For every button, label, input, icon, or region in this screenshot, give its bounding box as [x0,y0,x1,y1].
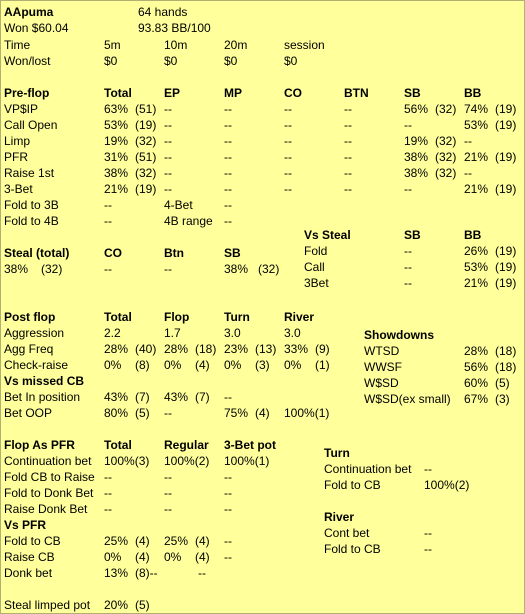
showdown-value: 56% [464,360,489,374]
check-raise-flop: 0% [164,358,182,372]
preflop-btn: -- [344,102,352,116]
preflop-total: 21% [104,182,129,196]
won-amount: Won $60.04 [4,21,69,35]
agg-freq-total: 28% [104,342,129,356]
vs-steal-row-label: Fold [304,244,328,258]
turn-cbet-value: -- [424,462,432,476]
preflop-title: Pre-flop [4,86,50,100]
preflop-btn: -- [344,150,352,164]
preflop-sb: 38% [404,150,429,164]
bet-ip-total: 43% [104,390,129,404]
flop-as-pfr-title: Flop As PFR [4,438,75,452]
aggression-flop: 1.7 [164,326,181,340]
preflop-bb: -- [464,134,472,148]
bet-oop-label: Bet OOP [4,406,53,420]
preflop-mp: -- [224,134,232,148]
vs-steal-sb: -- [404,260,412,274]
aggression-turn: 3.0 [224,326,241,340]
postflop-title: Post flop [4,310,56,324]
donk-bet-3bet: -- [198,566,206,580]
raise-donk-total: -- [104,502,112,516]
turn-cbet-label: Continuation bet [324,462,412,476]
preflop-sb-n: (32) [435,134,457,148]
preflop-co: -- [284,166,292,180]
preflop-sb-n: (32) [435,150,457,164]
bet-ip-total-n: (7) [135,390,150,404]
vs-steal-bb: 53% [464,260,489,274]
steal-co-value: -- [104,262,112,276]
preflop-bb: 21% [464,182,489,196]
check-raise-flop-n: (4) [195,358,210,372]
preflop-row-label: PFR [4,150,28,164]
agg-freq-turn-n: (13) [255,342,277,356]
bet-in-position-label: Bet In position [4,390,81,404]
raise-cb-label: Raise CB [4,550,55,564]
check-raise-label: Check-raise [4,358,69,372]
fold-to-cb-total-n: (4) [135,534,150,548]
four-bet-range-value: -- [224,214,232,228]
preflop-total: 53% [104,118,129,132]
raise-donk-3bet: -- [224,502,232,516]
preflop-total-n: (51) [135,150,157,164]
time-col-10m: 10m [164,38,188,52]
preflop-sb-n: (32) [435,102,457,116]
preflop-mp: -- [224,118,232,132]
time-col-session: session [284,38,325,52]
preflop-total: 38% [104,166,129,180]
showdowns-title: Showdowns [364,328,434,342]
showdown-n: (5) [495,376,510,390]
fold-donk-label: Fold to Donk Bet [4,486,94,500]
vs-steal-bb: 26% [464,244,489,258]
river-fold-cb-value: -- [424,542,432,556]
vs-steal-col-sb: SB [404,228,421,242]
preflop-ep: -- [164,182,172,196]
preflop-sb: -- [404,118,412,132]
flop-pfr-col-3bet-pot: 3-Bet pot [224,438,276,452]
check-raise-turn: 0% [224,358,242,372]
cbet-3bet-pot: 100%(1) [224,454,270,468]
raise-cb-regular-n: (4) [195,550,210,564]
fold-donk-total: -- [104,486,112,500]
steal-col-sb: SB [224,246,241,260]
showdown-n: (18) [495,344,517,358]
preflop-sb-n: (32) [435,166,457,180]
preflop-btn: -- [344,118,352,132]
raise-donk-regular: -- [164,502,172,516]
preflop-total-n: (32) [135,166,157,180]
raise-cb-total: 0% [104,550,122,564]
donk-bet-total-n: (8)-- [135,566,158,580]
preflop-bb: 74% [464,102,489,116]
agg-freq-turn: 23% [224,342,249,356]
preflop-co: -- [284,118,292,132]
preflop-bb-n: (19) [495,150,517,164]
wonlost-label: Won/lost [4,54,51,68]
steal-total-value: 38% [4,262,29,276]
bet-oop-river: 100%(1) [284,406,330,420]
raise-cb-3bet: -- [224,550,232,564]
agg-freq-river: 33% [284,342,309,356]
vs-missed-cb-title: Vs missed CB [4,374,85,388]
vs-steal-col-bb: BB [464,228,482,242]
vs-pfr-title: Vs PFR [4,518,47,532]
preflop-total: 19% [104,134,129,148]
postflop-col-turn: Turn [224,310,250,324]
donk-bet-label: Donk bet [4,566,53,580]
showdown-label: W$SD [364,376,399,390]
turn-fold-cb-label: Fold to CB [324,478,381,492]
check-raise-river-n: (1) [315,358,330,372]
vs-steal-bb-n: (19) [495,244,517,258]
preflop-row-label: VP$IP [4,102,39,116]
preflop-bb-n: (19) [495,182,517,196]
steal-total-n: (32) [41,262,63,276]
preflop-ep: -- [164,102,172,116]
bet-oop-total: 80% [104,406,129,420]
bet-ip-flop-n: (7) [195,390,210,404]
fold-cb-raise-3bet: -- [224,470,232,484]
vs-steal-bb-n: (19) [495,276,517,290]
preflop-bb: 53% [464,118,489,132]
preflop-col-sb: SB [404,86,421,100]
steal-limped-pot-n: (5) [135,598,150,612]
check-raise-total-n: (8) [135,358,150,372]
steal-col-co: CO [104,246,122,260]
fold-cb-raise-regular: -- [164,470,172,484]
bet-ip-flop: 43% [164,390,189,404]
steal-total-title: Steal (total) [4,246,70,260]
showdown-label: WTSD [364,344,400,358]
bet-ip-turn: -- [224,390,232,404]
check-raise-total: 0% [104,358,122,372]
fold-to-4b-label: Fold to 4B [4,214,59,228]
fold-to-4b-value: -- [104,214,112,228]
preflop-co: -- [284,150,292,164]
preflop-co: -- [284,102,292,116]
bet-oop-total-n: (5) [135,406,150,420]
preflop-total-n: (32) [135,134,157,148]
agg-freq-flop-n: (18) [195,342,217,356]
aggression-label: Aggression [4,326,65,340]
postflop-col-flop: Flop [164,310,190,324]
raise-cb-total-n: (4) [135,550,150,564]
turn-fold-cb-value: 100%(2) [424,478,470,492]
preflop-row-label: Raise 1st [4,166,55,180]
fold-to-cb-regular: 25% [164,534,189,548]
hands-count: 64 hands [138,5,188,19]
bet-oop-turn-n: (4) [255,406,270,420]
steal-btn-value: -- [164,262,172,276]
four-bet-range-label: 4B range [164,214,213,228]
preflop-row-label: Call Open [4,118,58,132]
cbet-total: 100%(3) [104,454,150,468]
showdown-value: 28% [464,344,489,358]
vs-steal-sb: -- [404,244,412,258]
fold-cb-raise-total: -- [104,470,112,484]
river-title: River [324,510,355,524]
cbet-label: Continuation bet [4,454,92,468]
preflop-sb: -- [404,182,412,196]
preflop-bb: 21% [464,150,489,164]
preflop-co: -- [284,134,292,148]
raise-cb-regular: 0% [164,550,182,564]
vs-steal-row-label: Call [304,260,325,274]
showdown-label: W$SD(ex small) [364,392,451,406]
fold-to-3b-label: Fold to 3B [4,198,59,212]
fold-to-cb-regular-n: (4) [195,534,210,548]
vs-steal-bb: 21% [464,276,489,290]
preflop-mp: -- [224,166,232,180]
wonlost-20m: $0 [224,54,238,68]
time-col-20m: 20m [224,38,248,52]
river-cont-bet-value: -- [424,526,432,540]
river-cont-bet-label: Cont bet [324,526,370,540]
turn-title: Turn [324,446,350,460]
preflop-mp: -- [224,150,232,164]
preflop-mp: -- [224,102,232,116]
preflop-btn: -- [344,134,352,148]
vs-steal-row-label: 3Bet [304,276,329,290]
showdown-label: WWSF [364,360,402,374]
preflop-btn: -- [344,182,352,196]
flop-pfr-col-regular: Regular [164,438,209,452]
vs-steal-sb: -- [404,276,412,290]
steal-col-btn: Btn [164,246,184,260]
check-raise-turn-n: (3) [255,358,270,372]
fold-donk-3bet: -- [224,486,232,500]
showdown-n: (18) [495,360,517,374]
fold-to-cb-3bet: -- [224,534,232,548]
donk-bet-total: 13% [104,566,129,580]
four-bet-value: -- [224,198,232,212]
preflop-col-total: Total [104,86,132,100]
agg-freq-label: Agg Freq [4,342,54,356]
preflop-total-n: (19) [135,118,157,132]
vs-steal-title: Vs Steal [304,228,351,242]
preflop-total: 63% [104,102,129,116]
steal-limped-pot-label: Steal limped pot [4,598,91,612]
four-bet-label: 4-Bet [164,198,193,212]
preflop-bb-n: (19) [495,118,517,132]
fold-to-3b-value: -- [104,198,112,212]
raise-donk-label: Raise Donk Bet [4,502,88,516]
preflop-col-btn: BTN [344,86,369,100]
showdown-n: (3) [495,392,510,406]
preflop-col-co: CO [284,86,302,100]
bet-oop-flop: -- [164,406,172,420]
agg-freq-river-n: (9) [315,342,330,356]
wonlost-5m: $0 [104,54,118,68]
cbet-regular: 100%(2) [164,454,210,468]
preflop-ep: -- [164,134,172,148]
preflop-btn: -- [344,166,352,180]
fold-donk-regular: -- [164,486,172,500]
preflop-co: -- [284,182,292,196]
aggression-river: 3.0 [284,326,301,340]
fold-to-cb-total: 25% [104,534,129,548]
preflop-sb: 19% [404,134,429,148]
player-name: AApuma [4,5,54,19]
steal-limped-pot-value: 20% [104,598,129,612]
preflop-total-n: (51) [135,102,157,116]
steal-sb-n: (32) [258,262,280,276]
agg-freq-flop: 28% [164,342,189,356]
fold-to-cb-label: Fold to CB [4,534,61,548]
showdown-value: 67% [464,392,489,406]
preflop-col-ep: EP [164,86,181,100]
aggression-total: 2.2 [104,326,121,340]
preflop-col-bb: BB [464,86,482,100]
preflop-bb-n: (19) [495,102,517,116]
bb-per-100: 93.83 BB/100 [138,21,211,35]
preflop-row-label: 3-Bet [4,182,33,196]
bet-oop-turn: 75% [224,406,249,420]
preflop-col-mp: MP [224,86,242,100]
preflop-row-label: Limp [4,134,31,148]
check-raise-river: 0% [284,358,302,372]
fold-cb-raise-label: Fold CB to Raise [4,470,95,484]
flop-pfr-col-total: Total [104,438,132,452]
time-label: Time [4,38,31,52]
preflop-sb: 56% [404,102,429,116]
showdown-value: 60% [464,376,489,390]
wonlost-10m: $0 [164,54,178,68]
postflop-col-total: Total [104,310,132,324]
wonlost-session: $0 [284,54,298,68]
preflop-ep: -- [164,150,172,164]
time-col-5m: 5m [104,38,121,52]
preflop-mp: -- [224,182,232,196]
preflop-ep: -- [164,166,172,180]
postflop-col-river: River [284,310,315,324]
preflop-total-n: (19) [135,182,157,196]
vs-steal-bb-n: (19) [495,260,517,274]
preflop-ep: -- [164,118,172,132]
steal-sb-value: 38% [224,262,249,276]
preflop-total: 31% [104,150,129,164]
agg-freq-total-n: (40) [135,342,157,356]
river-fold-cb-label: Fold to CB [324,542,381,556]
preflop-sb: 38% [404,166,429,180]
preflop-bb: -- [464,166,472,180]
